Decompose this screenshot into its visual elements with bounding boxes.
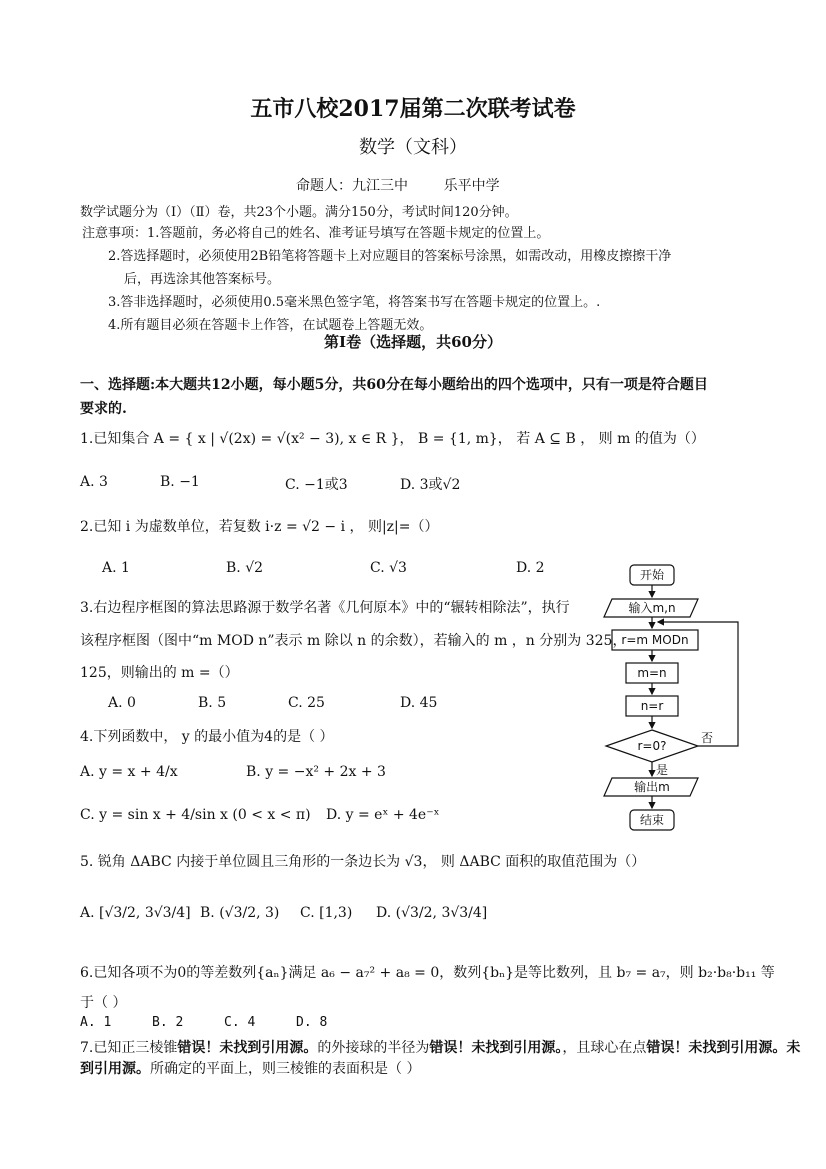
q5-option-d: D. (√3/2, 3√3/4] xyxy=(376,905,488,921)
flow-condition-label: r=0? xyxy=(637,739,667,753)
q5-option-a: A. [√3/2, 3√3/4] xyxy=(80,905,191,921)
flowchart xyxy=(598,560,758,840)
q3-option-c: C. 25 xyxy=(288,695,325,711)
q4-stem: 4.下列函数中， y 的最小值为4的是（ ） xyxy=(80,729,334,745)
note-2: 2.答选择题时，必须使用2B铅笔将答题卡上对应题目的答案标号涂黑，如需改动，用橡皮擦擦干净 xyxy=(108,249,672,264)
section-heading-cont: 要求的. xyxy=(80,401,127,417)
q7-text-3: ，且球心在点 xyxy=(562,1040,647,1056)
q6-option-d: D. 8 xyxy=(296,1015,328,1030)
q7-ref-error-3: 错误！未找到引用源。 xyxy=(646,1040,787,1056)
q2-option-c: C. √3 xyxy=(370,560,407,576)
authors-line: 命题人：九江三中 乐平中学 xyxy=(296,178,500,194)
q6-line-1: 6.已知各项不为0的等差数列{aₙ}满足 a₆ − a₇² + a₈ = 0，数列{bₙ}是等比数列，且 b₇ = a₇，则 b₂·b₈·b₁₁ 等 xyxy=(80,965,775,981)
q7-text-5: 所确定的平面上，则三棱锥的表面积是（ ） xyxy=(150,1061,421,1077)
note-1: 注意事项：1.答题前，务必将自己的姓名、准考证号填写在答题卡规定的位置上。 xyxy=(82,226,550,241)
q1-stem: 1.已知集合 A = { x | √(2x) = √(x² − 3), x ∈ R }， B = {1, m}， 若 A ⊆ B ， 则 m 的值为（） xyxy=(80,431,705,447)
note-4: 4.所有题目必须在答题卡上作答，在试题卷上答题无效。 xyxy=(108,318,433,333)
q7-text-1: 7.已知正三棱锥 xyxy=(80,1040,178,1056)
q5-option-c: C. [1,3) xyxy=(300,905,353,921)
q5-option-b: B. (√3/2, 3) xyxy=(200,905,280,921)
q7-ref-error-2: 错误！未找到引用源。 xyxy=(429,1040,563,1056)
note-3: 3.答非选择题时，必须使用0.5毫米黑色签字笔，将答案书写在答题卡规定的位置上。. xyxy=(108,295,601,310)
q3-line-3: 125，则输出的 m =（） xyxy=(80,665,239,681)
flow-end-label: 结束 xyxy=(639,813,665,827)
flow-yes-label: 是 xyxy=(656,763,669,777)
q5-stem: 5. 锐角 ΔABC 内接于单位圆且三角形的一条边长为 √3， 则 ΔABC 面积的取值范围为（） xyxy=(80,854,646,870)
flow-assign-n-label: n=r xyxy=(640,699,664,713)
q7-text-2: 的外接球的半径为 xyxy=(317,1040,430,1056)
q2-option-b: B. √2 xyxy=(226,560,264,576)
q4-option-c: C. y = sin x + 4/sin x (0 < x < π) xyxy=(80,807,311,823)
note-2-cont: 后，再选涂其他答案标号。 xyxy=(124,272,281,287)
part-title: 第Ⅰ卷（选择题，共60分） xyxy=(324,333,502,351)
q6-line-2: 于（ ） xyxy=(80,995,127,1011)
intro-line: 数学试题分为（Ⅰ）（Ⅱ）卷，共23个小题。满分150分，考试时间120分钟。 xyxy=(80,205,518,220)
q1-option-c: C. −1或3 xyxy=(285,477,348,493)
q3-line-2: 该程序框图（图中“m MOD n”表示 m 除以 n 的余数），若输入的 m ，n 分别为 325， xyxy=(80,633,627,649)
q7-text-4: 未 xyxy=(786,1040,801,1056)
q2-stem: 2.已知 i 为虚数单位，若复数 i·z = √2 − i ， 则|z|=（） xyxy=(80,519,439,535)
q6-option-a: A. 1 xyxy=(80,1015,112,1030)
flow-assign-m-label: m=n xyxy=(637,666,667,680)
q7-line-2 xyxy=(80,1058,420,1078)
flow-no-label: 否 xyxy=(701,731,714,745)
q4-option-b: B. y = −x² + 2x + 3 xyxy=(246,764,386,780)
q6-option-c: C. 4 xyxy=(224,1015,256,1030)
exam-title: 五市八校2017届第二次联考试卷 xyxy=(250,96,576,122)
q7-ref-error-1: 错误！未找到引用源。 xyxy=(177,1040,318,1056)
q1-option-d: D. 3或√2 xyxy=(400,477,461,493)
q4-option-d: D. y = eˣ + 4e⁻ˣ xyxy=(326,807,440,823)
q3-option-a: A. 0 xyxy=(108,695,136,711)
q7-ref-error-4: 到引用源。 xyxy=(80,1061,150,1077)
q1-option-b: B. −1 xyxy=(160,474,200,490)
flow-input-label: 输入m,n xyxy=(628,601,676,615)
q3-option-d: D. 45 xyxy=(400,695,438,711)
q2-option-a: A. 1 xyxy=(102,560,130,576)
q3-line-1: 3.右边程序框图的算法思路源于数学名著《几何原本》中的“辗转相除法”，执行 xyxy=(80,600,570,616)
q4-option-a: A. y = x + 4/x xyxy=(80,764,178,780)
q7-line-1 xyxy=(80,1037,800,1057)
exam-subtitle: 数学（文科） xyxy=(359,137,467,158)
q6-option-b: B. 2 xyxy=(152,1015,184,1030)
flow-start-label: 开始 xyxy=(639,568,665,582)
section-heading: 一、选择题:本大题共12小题，每小题5分，共60分在每小题给出的四个选项中，只有一项是符合题目 xyxy=(80,377,708,393)
flow-mod-label: r=m MODn xyxy=(621,633,689,647)
flow-output-label: 输出m xyxy=(634,780,670,794)
q2-option-d: D. 2 xyxy=(516,560,545,576)
q3-option-b: B. 5 xyxy=(198,695,227,711)
q1-option-a: A. 3 xyxy=(80,474,108,490)
